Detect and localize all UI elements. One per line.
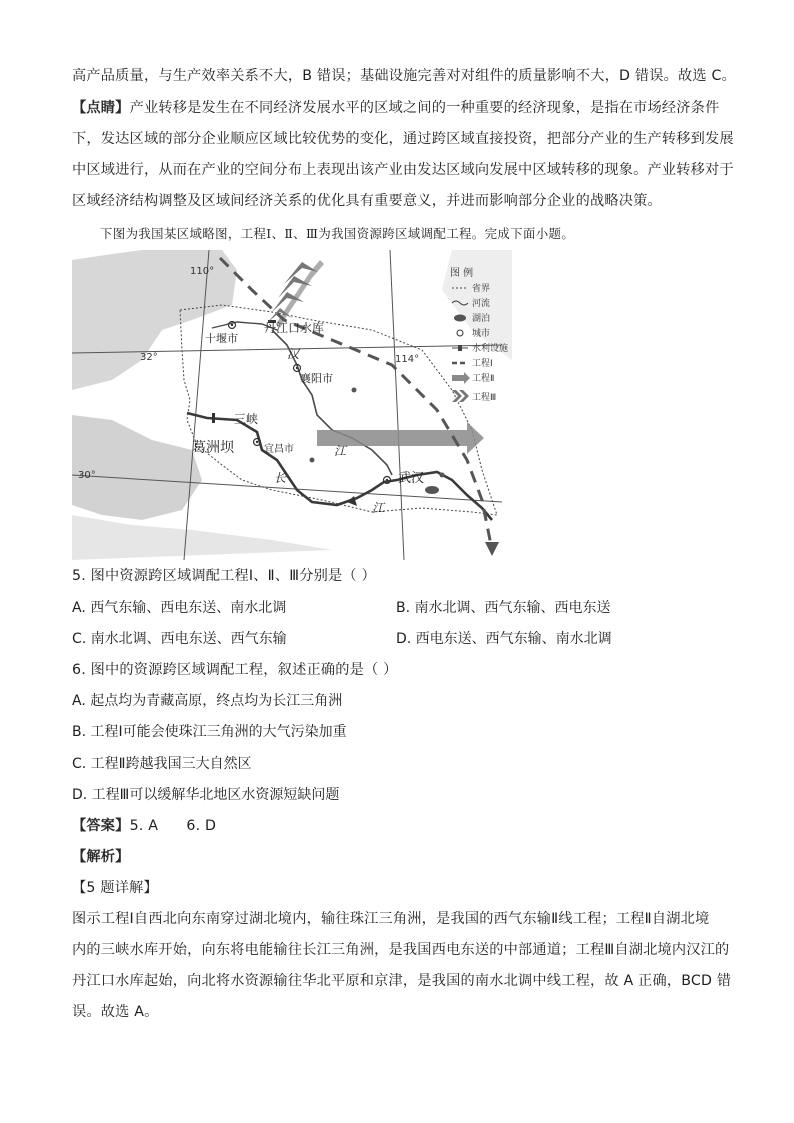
label-yichang: 宜昌市 bbox=[264, 444, 294, 455]
answer-text: 5. A 6. D bbox=[129, 818, 217, 834]
q5-detail-line-1: 图示工程Ⅰ自西北向东南穿过湖北境内，输往珠江三角洲，是我国的西气东输Ⅱ线工程；工程Ⅱ自湖北境 bbox=[72, 911, 710, 927]
answer-tag: 【答案】 bbox=[72, 818, 130, 834]
q6-option-a[interactable]: A. 起点均为青藏高原，终点均为长江三角洲 bbox=[72, 693, 343, 709]
jiexi-heading bbox=[72, 847, 130, 867]
dianjing-tag: 【点睛】 bbox=[72, 100, 130, 116]
region-map bbox=[72, 250, 512, 560]
sanxia-dam-icon bbox=[212, 413, 215, 423]
jiexi-tag: 【解析】 bbox=[72, 849, 130, 865]
legend-item-3: 城市 bbox=[472, 329, 491, 339]
dianjing-line-2: 下，发达区域的部分企业顺应区域比较优势的变化，通过跨区域直接投资，把部分产业的生产转移到发展 bbox=[72, 131, 734, 147]
q5-detail-line-3: 丹江口水库起始，向北将水资源输往华北平原和京津，是我国的南水北调中线工程，故 A 正确，BCD 错 bbox=[72, 973, 732, 989]
label-jiang-chang: 江 bbox=[372, 501, 385, 515]
q5-detail-line-2: 内的三峡水库开始，向东将电能输往长江三角洲，是我国西电东送的中部通道；工程Ⅲ自湖北境内汉江的 bbox=[72, 942, 730, 958]
city-dot bbox=[256, 441, 258, 443]
label-gezhouba: 葛洲坝 bbox=[192, 440, 234, 456]
legend-item-7: 工程Ⅲ bbox=[472, 393, 497, 403]
lon-label-110: 110° bbox=[190, 266, 215, 277]
label-wuhan: 武汉 bbox=[398, 471, 425, 486]
label-chang: 长 bbox=[274, 471, 287, 485]
q5-option-b[interactable]: B. 南水北调、西气东输、西电东送 bbox=[396, 600, 611, 616]
label-shiyan: 十堰市 bbox=[205, 332, 238, 345]
dianjing-line-1 bbox=[72, 98, 719, 118]
lake bbox=[425, 486, 439, 494]
label-han: 汉 bbox=[287, 347, 300, 361]
legend-item-6: 工程Ⅱ bbox=[472, 374, 495, 384]
q5-stem: 5. 图中资源跨区域调配工程Ⅰ、Ⅱ、Ⅲ分别是（ ） bbox=[72, 568, 376, 584]
dianjing-line-4: 区域经济结构调整及区域间经济关系的优化具有重要意义，并进而影响部分企业的战略决策。 bbox=[72, 193, 662, 209]
q5-option-d[interactable]: D. 西电东送、西气东输、南水北调 bbox=[396, 631, 612, 647]
lat-label-30: 30° bbox=[78, 470, 96, 481]
legend-swatch bbox=[454, 315, 466, 322]
label-jiang-han: 江 bbox=[334, 444, 347, 458]
dianjing-line-3: 中区域进行，从而在产业的空间分布上表现出该产业由发达区域向发展中区域转移的现象。产业转移对于 bbox=[72, 162, 734, 178]
city-marker bbox=[352, 388, 357, 393]
q6-stem: 6. 图中的资源跨区域调配工程，叙述正确的是（ ） bbox=[72, 662, 398, 678]
answer-line bbox=[72, 816, 216, 836]
lon-label-114: 114° bbox=[395, 354, 420, 365]
q6-option-c[interactable]: C. 工程Ⅱ跨越我国三大自然区 bbox=[72, 756, 252, 772]
q5-option-a[interactable]: A. 西气东输、西电东送、南水北调 bbox=[72, 600, 287, 616]
city-marker bbox=[440, 473, 445, 478]
legend-title: 图 例 bbox=[450, 268, 474, 279]
q6-option-b[interactable]: B. 工程Ⅰ可能会使珠江三角洲的大气污染加重 bbox=[72, 724, 347, 740]
q6-option-d[interactable]: D. 工程Ⅲ可以缓解华北地区水资源短缺问题 bbox=[72, 787, 340, 803]
city-marker bbox=[310, 458, 315, 463]
legend-item-5: 工程Ⅰ bbox=[472, 359, 493, 369]
legend-item-2: 湖泊 bbox=[472, 314, 491, 324]
text-line: 高产品质量，与生产效率关系不大，B 错误；基础设施完善对对组件的质量影响不大，D 错误。故选 C。 bbox=[72, 68, 736, 84]
dianjing-text: 产业转移是发生在不同经济发展水平的区域之间的一种重要的经济现象，是指在市场经济条件 bbox=[129, 100, 720, 116]
label-xiangyang: 襄阳市 bbox=[300, 372, 333, 385]
city-dot bbox=[386, 479, 388, 481]
q5-option-c[interactable]: C. 南水北调、西电东送、西气东输 bbox=[72, 631, 287, 647]
label-sanxia: 三峡 bbox=[234, 412, 259, 426]
legend-item-4: 水利设施 bbox=[472, 344, 509, 354]
label-danjiangkou: 丹江口水库 bbox=[264, 321, 325, 335]
q5-detail-line-4: 误。故选 A。 bbox=[72, 1004, 159, 1020]
question-intro: 下图为我国某区域略图，工程Ⅰ、Ⅱ、Ⅲ为我国资源跨区域调配工程。完成下面小题。 bbox=[100, 226, 575, 241]
lat-label-32: 32° bbox=[140, 352, 158, 363]
city-dot bbox=[231, 324, 233, 326]
q5-detail-heading: 【5 题详解】 bbox=[72, 880, 158, 896]
city-dot bbox=[296, 367, 298, 369]
legend-swatch bbox=[458, 345, 462, 351]
legend-item-0: 省界 bbox=[472, 284, 491, 294]
legend-item-1: 河流 bbox=[472, 299, 491, 309]
